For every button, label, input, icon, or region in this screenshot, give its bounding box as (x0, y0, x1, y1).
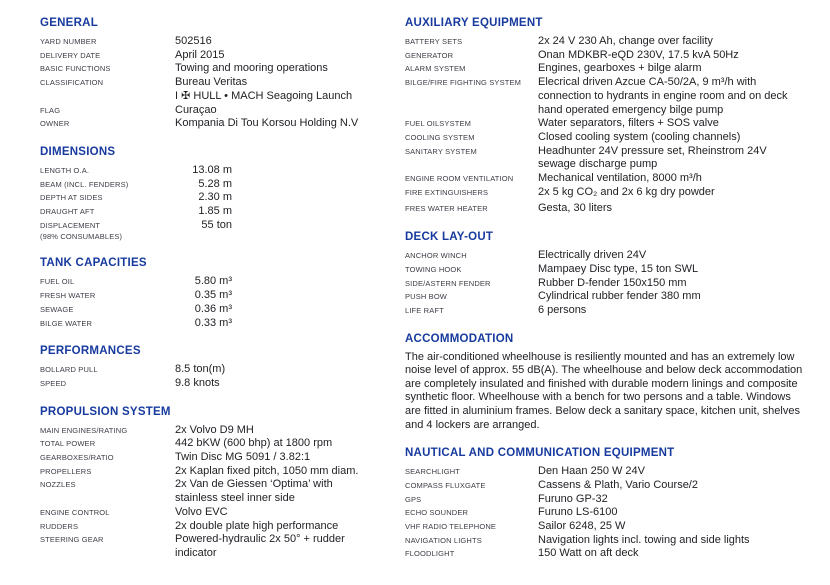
spec-label-text: SIDE/ASTERN FENDER (405, 278, 491, 288)
spec-row (40, 164, 392, 178)
spec-row (40, 49, 392, 63)
spec-row (40, 219, 392, 243)
spec-row (405, 76, 822, 117)
spec-value (175, 437, 392, 451)
spec-row (405, 249, 822, 263)
spec-row (405, 506, 822, 520)
spec-value-line: Den Haan 250 W 24V (538, 465, 646, 478)
section-tank-capacities (40, 256, 392, 330)
spec-row (405, 172, 822, 186)
spec-label-text: BATTERY SETS (405, 37, 463, 46)
spec-label (405, 62, 538, 76)
spec-label-text: NOZZLES (40, 480, 76, 490)
section-title-deck-lay-out: DECK LAY-OUT (405, 231, 494, 244)
spec-label (405, 145, 538, 159)
spec-label (405, 547, 538, 561)
spec-value-line: Electrically driven 24V (538, 249, 647, 262)
spec-value-line: hand operated emergency bilge pump (538, 103, 724, 116)
spec-label (405, 186, 538, 200)
spec-value-line: 5.80 m³ (194, 275, 232, 288)
spec-row (405, 131, 822, 145)
spec-label (40, 317, 175, 331)
spec-value (538, 49, 822, 63)
spec-value-line: Rubber D-fender 150x150 mm (538, 276, 687, 289)
spec-value (538, 465, 822, 479)
spec-label (40, 465, 175, 479)
spec-label-text: NAVIGATION LIGHTS (405, 535, 482, 545)
spec-label-text: FUEL OILSYSTEM (405, 119, 472, 129)
spec-label-text: LENGTH O.A. (40, 165, 90, 175)
section-title-propulsion-system: PROPULSION SYSTEM (40, 405, 171, 418)
spec-label-text: FLAG (40, 105, 61, 115)
spec-value-line: I ✠ HULL • MACH Seagoing Launch (175, 89, 353, 102)
spec-value (538, 186, 822, 200)
section-title-general: GENERAL (40, 17, 98, 29)
spec-label-text: SEWAGE (40, 304, 74, 314)
spec-label-text: GPS (405, 494, 422, 504)
spec-label-text: YARD NUMBER (40, 37, 97, 46)
spec-label-text: FLOODLIGHT (405, 549, 455, 559)
spec-label-text: SANITARY SYSTEM (405, 146, 477, 156)
spec-value (175, 49, 392, 63)
spec-row (40, 35, 392, 49)
spec-label-text: PUSH BOW (405, 292, 448, 302)
section-general (40, 16, 392, 131)
spec-label (40, 451, 175, 465)
spec-value-line: Sailor 6248, 25 W (538, 520, 626, 533)
spec-label-text: FRESH WATER (40, 291, 96, 301)
spec-value (538, 290, 822, 304)
spec-row (40, 533, 392, 560)
spec-row (40, 506, 392, 520)
spec-value-line: Engines, gearboxes + bilge alarm (538, 62, 702, 75)
spec-value-line: stainless steel inner side (175, 492, 295, 505)
spec-value-line: 2x 24 V 230 Ah, change over facility (538, 35, 713, 47)
spec-label-text: SEARCHLIGHT (405, 467, 460, 477)
spec-value (538, 534, 822, 548)
spec-label (40, 506, 175, 520)
spec-row (40, 117, 392, 131)
spec-value (175, 62, 392, 76)
spec-value (538, 506, 822, 520)
spec-label (40, 178, 175, 192)
spec-value (175, 317, 392, 331)
spec-value (538, 520, 822, 534)
spec-row (40, 205, 392, 219)
spec-label (405, 263, 538, 277)
spec-label-text: COOLING SYSTEM (405, 132, 475, 142)
spec-label (40, 104, 175, 118)
spec-label (405, 534, 538, 548)
spec-label-text: SPEED (40, 378, 67, 388)
spec-row (40, 289, 392, 303)
spec-value-line: Water separators, filters + SOS valve (538, 117, 719, 130)
spec-value (175, 363, 392, 377)
spec-value-line: Gesta, 30 liters (538, 202, 612, 215)
spec-value (175, 117, 392, 131)
spec-value (175, 303, 392, 317)
spec-label (40, 437, 175, 451)
spec-label-text: RUDDERS (40, 521, 79, 531)
spec-label (40, 424, 175, 438)
section-deck-lay-out (405, 230, 822, 318)
spec-value (538, 76, 822, 117)
spec-label (40, 377, 175, 391)
spec-value-line: 2.30 m (198, 191, 232, 204)
section-title-tank-capacities: TANK CAPACITIES (40, 257, 147, 270)
spec-value (175, 289, 392, 303)
spec-value-line: 13.08 m (192, 163, 232, 176)
spec-label-text: DEPTH AT SIDES (40, 193, 103, 203)
spec-value-line: 0.33 m³ (194, 316, 232, 329)
spec-value (175, 424, 392, 438)
section-accommodation (405, 332, 822, 433)
spec-value (538, 479, 822, 493)
spec-row (40, 76, 392, 103)
spec-label (40, 62, 175, 76)
spec-label (405, 49, 538, 63)
spec-row (40, 303, 392, 317)
spec-label-text: FUEL OIL (40, 277, 75, 287)
section-title-accommodation: ACCOMMODATION (405, 332, 514, 345)
section-performances (40, 344, 392, 390)
spec-value-line: 2x Kaplan fixed pitch, 1050 mm diam. (175, 464, 359, 477)
spec-value-line: Navigation lights incl. towing and side lights (538, 533, 750, 546)
spec-value (538, 304, 822, 318)
spec-value-line: Onan MDKBR-eQD 230V, 17.5 kvA 50Hz (538, 48, 739, 61)
spec-label (405, 131, 538, 145)
spec-label-text: MAIN ENGINES/RATING (40, 425, 128, 435)
spec-row (405, 62, 822, 76)
spec-value-line: 9.8 knots (175, 376, 220, 389)
spec-value-line: 2x 5 kg CO₂ and 2x 6 kg dry powder (538, 185, 715, 198)
spec-row (405, 520, 822, 534)
spec-value (175, 205, 392, 219)
spec-row (40, 465, 392, 479)
spec-row (405, 277, 822, 291)
spec-value-line: 2x Volvo D9 MH (175, 423, 254, 436)
spec-value-line: Furuno GP-32 (538, 492, 608, 505)
spec-value-line: 2x double plate high performance (175, 519, 339, 532)
spec-value-line: Volvo EVC (175, 505, 228, 518)
spec-label-text: PROPELLERS (40, 466, 92, 476)
section-title-auxiliary-equipment: AUXILIARY EQUIPMENT (405, 17, 543, 29)
spec-value-line: 0.36 m³ (194, 302, 232, 315)
spec-label (40, 205, 175, 219)
spec-row (405, 304, 822, 318)
spec-value (175, 191, 392, 205)
spec-label (405, 249, 538, 263)
spec-row (40, 424, 392, 438)
spec-value-line: indicator (175, 546, 217, 559)
spec-value-line: sewage discharge pump (538, 158, 658, 171)
spec-label (405, 520, 538, 534)
spec-label (405, 35, 538, 49)
spec-label (405, 465, 538, 479)
spec-value (538, 172, 822, 186)
spec-label-text: ENGINE ROOM VENTILATION (405, 174, 514, 184)
spec-value-line: 150 Watt on aft deck (538, 547, 639, 560)
spec-value-line: April 2015 (175, 48, 225, 61)
spec-label-text: CLASSIFICATION (40, 78, 104, 88)
spec-row (40, 104, 392, 118)
spec-label-text: BOLLARD PULL (40, 365, 98, 375)
section-title-dimensions: DIMENSIONS (40, 145, 116, 158)
spec-value-line: 5.28 m (198, 177, 232, 190)
spec-value-line: Elecrical driven Azcue CA-50/2A, 9 m³/h with (538, 76, 757, 89)
right-column (405, 16, 822, 585)
spec-value (538, 131, 822, 145)
spec-label-text: GENERATOR (405, 50, 454, 60)
spec-label (40, 289, 175, 303)
spec-value-line: 55 ton (201, 218, 232, 231)
spec-label-text: BASIC FUNCTIONS (40, 64, 111, 74)
spec-label (405, 479, 538, 493)
spec-row (405, 35, 822, 49)
section-propulsion-system (40, 405, 392, 561)
spec-label-text: TOTAL POWER (40, 439, 96, 449)
spec-label-text: BILGE/FIRE FIGHTING SYSTEM (405, 78, 521, 88)
spec-value-line: 1.85 m (198, 205, 232, 218)
spec-value (538, 263, 822, 277)
spec-label-text: FIRE EXTINGUISHERS (405, 187, 489, 197)
spec-row (405, 186, 822, 200)
spec-label-text: OWNER (40, 119, 70, 129)
spec-value (175, 104, 392, 118)
spec-label-text: ANCHOR WINCH (405, 251, 467, 261)
spec-value (538, 62, 822, 76)
spec-label (40, 49, 175, 63)
spec-label-text: ENGINE CONTROL (40, 507, 110, 517)
spec-value-line: 2x Van de Giessen ‘Optima’ with (175, 478, 333, 491)
spec-row (40, 478, 392, 505)
spec-value (538, 493, 822, 507)
spec-label (40, 117, 175, 131)
spec-label (40, 478, 175, 492)
spec-value-line: Bureau Veritas (175, 76, 248, 89)
spec-row (405, 547, 822, 561)
spec-value (175, 478, 392, 505)
spec-label-text: TOWING HOOK (405, 264, 462, 274)
spec-row (40, 363, 392, 377)
spec-label (40, 303, 175, 317)
spec-value (175, 35, 392, 49)
spec-value-line: 0.35 m³ (194, 289, 232, 302)
spec-row (405, 465, 822, 479)
spec-label-text: ECHO SOUNDER (405, 508, 469, 518)
spec-value-line: Headhunter 24V pressure set, Rheinstrom 24V (538, 144, 767, 157)
spec-value (538, 35, 822, 49)
section-dimensions (40, 145, 392, 243)
spec-row (40, 437, 392, 451)
spec-value-line: Cylindrical rubber fender 380 mm (538, 290, 701, 303)
spec-label (40, 363, 175, 377)
spec-value-line: connection to hydrants in engine room and on deck (538, 89, 788, 102)
spec-value-line: 6 persons (538, 303, 587, 316)
spec-label-text: DELIVERY DATE (40, 50, 101, 60)
spec-label-text: FRES WATER HEATER (405, 204, 488, 214)
spec-label-text: COMPASS FLUXGATE (405, 480, 486, 490)
spec-row (40, 377, 392, 391)
spec-label (405, 290, 538, 304)
spec-label-text: STEERING GEAR (40, 535, 104, 545)
spec-value-line: 502516 (175, 35, 212, 47)
spec-value (175, 164, 392, 178)
spec-label (405, 202, 538, 216)
accommodation-text: The air-conditioned wheelhouse is resiliently mounted and has an extremely low noise level of approx. 55 dB(A). The wheelhouse and below deck accommodation are completely insulated and finished with durable modern linings and composite synthetic floor. Wheelhouse with a bench for two persons and a table. Windows are fitted in aluminium frames. Below deck a sanitary space, kitchen unit, shelves and 4 lockers are arranged. (405, 350, 803, 431)
spec-label (40, 76, 175, 90)
spec-label (405, 304, 538, 318)
spec-value (538, 202, 822, 216)
spec-value (538, 117, 822, 131)
spec-label (40, 164, 175, 178)
spec-row (405, 263, 822, 277)
spec-label (40, 219, 175, 243)
spec-sublabel-text: (98% CONSUMABLES) (40, 232, 123, 242)
spec-value (175, 275, 392, 289)
spec-value (175, 506, 392, 520)
spec-value (175, 178, 392, 192)
spec-value-line: Kompania Di Tou Korsou Holding N.V (175, 117, 359, 130)
spec-row (405, 534, 822, 548)
spec-value-line: Mechanical ventilation, 8000 m³/h (538, 172, 702, 185)
spec-value-line: Powered-hydraulic 2x 50° + rudder (175, 533, 345, 546)
spec-label-text: DRAUGHT AFT (40, 207, 95, 217)
spec-row (40, 317, 392, 331)
spec-value-line: Twin Disc MG 5091 / 3.82:1 (175, 451, 311, 464)
spec-value (175, 76, 392, 103)
spec-label-text: GEARBOXES/RATIO (40, 453, 114, 463)
spec-value-line: Curaçao (175, 103, 217, 116)
spec-value-line: Furuno LS-6100 (538, 506, 618, 519)
spec-label (40, 35, 175, 49)
section-title-performances: PERFORMANCES (40, 345, 141, 358)
spec-value-line: Closed cooling system (cooling channels) (538, 130, 741, 143)
spec-row (405, 493, 822, 507)
spec-value (175, 465, 392, 479)
spec-value (175, 520, 392, 534)
spec-row (405, 202, 822, 216)
spec-row (40, 62, 392, 76)
spec-value-line: Towing and mooring operations (175, 62, 328, 75)
spec-row (405, 117, 822, 131)
spec-label-text: BEAM (INCL. FENDERS) (40, 179, 129, 189)
spec-label-text: BILGE WATER (40, 318, 93, 328)
spec-value (175, 219, 392, 233)
spec-label (40, 275, 175, 289)
spec-label-text: VHF RADIO TELEPHONE (405, 522, 497, 532)
spec-label (405, 117, 538, 131)
spec-row (40, 451, 392, 465)
section-auxiliary-equipment (405, 16, 822, 216)
spec-label-text: LIFE RAFT (405, 305, 444, 315)
spec-value (175, 533, 392, 560)
spec-label (405, 76, 538, 90)
spec-value (538, 547, 822, 561)
spec-row (405, 145, 822, 172)
spec-row (405, 290, 822, 304)
spec-value-line: 8.5 ton(m) (175, 363, 226, 376)
left-column (40, 16, 392, 585)
spec-row (405, 479, 822, 493)
spec-label (405, 506, 538, 520)
section-title-nautical-communication-equipment: NAUTICAL AND COMMUNICATION EQUIPMENT (405, 447, 675, 460)
spec-value (538, 249, 822, 263)
spec-row (405, 49, 822, 63)
spec-value (175, 377, 392, 391)
spec-label-text: ALARM SYSTEM (405, 64, 466, 74)
spec-value-line: 442 bKW (600 bhp) at 1800 rpm (175, 437, 333, 450)
spec-label (40, 191, 175, 205)
spec-label (40, 533, 175, 547)
spec-label-text: DISPLACEMENT (40, 220, 101, 230)
spec-value-line: Cassens & Plath, Vario Course/2 (538, 478, 698, 491)
spec-row (40, 178, 392, 192)
spec-value (538, 277, 822, 291)
spec-value (175, 451, 392, 465)
spec-value-line: Mampaey Disc type, 15 ton SWL (538, 262, 699, 275)
spec-value (538, 145, 822, 172)
spec-row (40, 191, 392, 205)
spec-label (405, 277, 538, 291)
spec-label (405, 172, 538, 186)
spec-row (40, 520, 392, 534)
section-nautical-communication-equipment (405, 446, 822, 561)
spec-row (40, 275, 392, 289)
spec-label (40, 520, 175, 534)
spec-label (405, 493, 538, 507)
